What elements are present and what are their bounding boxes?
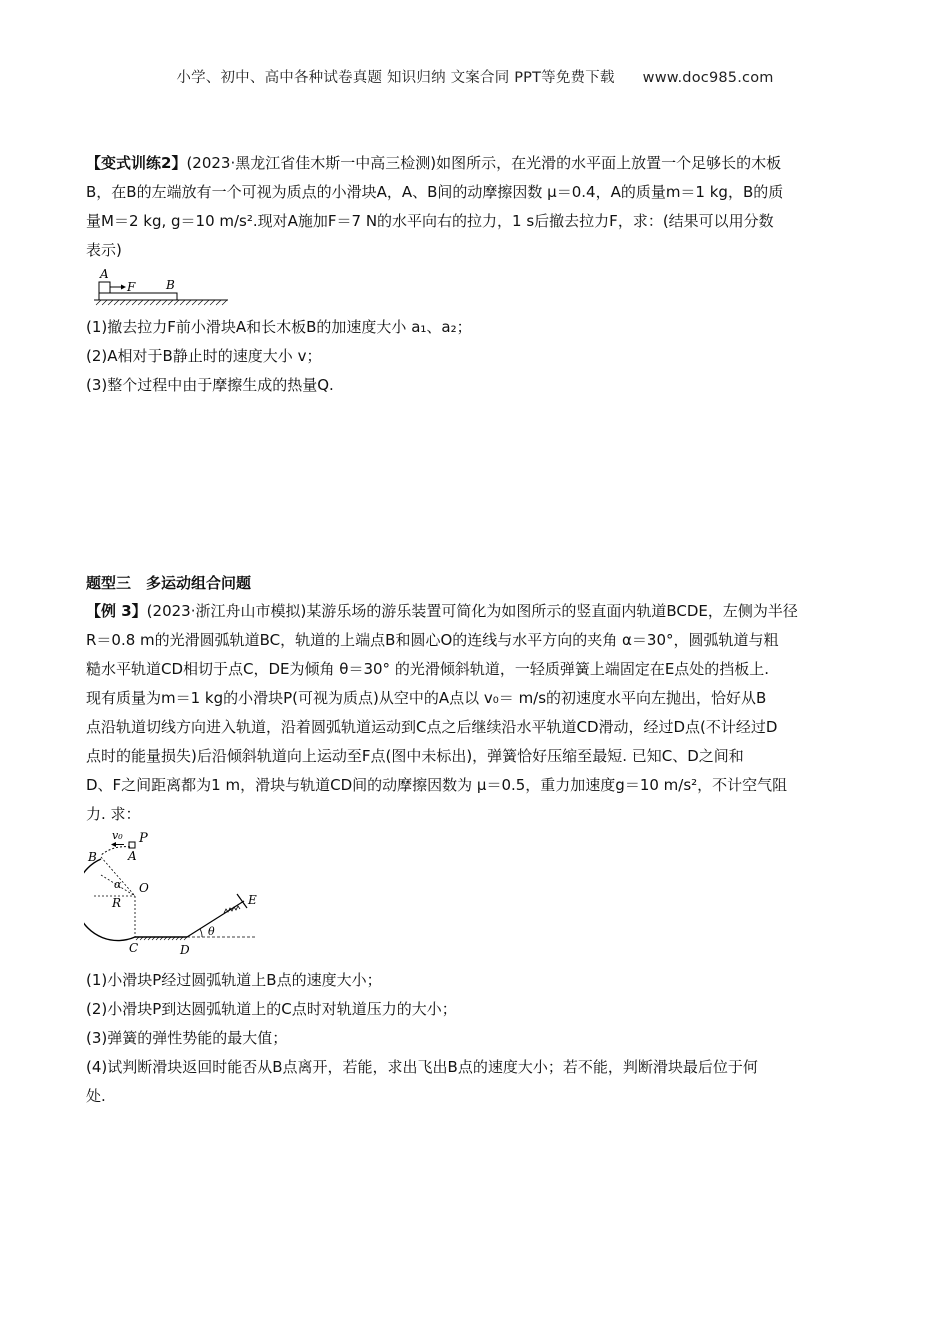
board-b xyxy=(99,293,177,300)
header-url[interactable]: www.doc985.com xyxy=(642,70,774,86)
section-title: 题型三 多运动组合问题 xyxy=(86,574,252,592)
fig2-label-c: C xyxy=(129,941,139,955)
fig1-label-a: A xyxy=(100,267,109,281)
exercise-line: (2023·黑龙江省佳木斯一中高三检测)如图所示，在光滑的水平面上放置一个足够长的木板 xyxy=(186,154,782,172)
stopper-plate xyxy=(237,894,247,908)
fig2-label-d: D xyxy=(180,943,190,957)
example-line: D、F之间距离都为1 m，滑块与轨道CD间的动摩擦因数为 μ＝0.5，重力加速度g＝10 m/s²，不计空气阻 xyxy=(86,776,788,794)
example-line: (2023·浙江舟山市模拟)某游乐场的游乐装置可简化为如图所示的竖直面内轨道BCDE，左侧为半径 xyxy=(146,602,798,620)
fig2-label-e: E xyxy=(248,893,257,907)
example-tag: 【例 3】 xyxy=(86,602,147,620)
fig2-label-o: O xyxy=(139,881,149,895)
exercise-line: 量M＝2 kg, g＝10 m/s².现对A施加F＝7 N的水平向右的拉力，1 s后撤去拉力F，求：(结果可以用分数 xyxy=(86,212,774,230)
question-item: (1)小滑块P经过圆弧轨道上B点的速度大小； xyxy=(86,971,382,989)
question-item: (2)A相对于B静止时的速度大小 v； xyxy=(86,347,322,365)
projectile-path xyxy=(101,847,130,855)
question-item: (3)弹簧的弹性势能的最大值； xyxy=(86,1029,288,1047)
ground-hatch xyxy=(96,300,227,305)
example-questions xyxy=(86,966,866,1111)
fig2-label-alpha: α xyxy=(114,878,122,891)
exercise-line: 表示) xyxy=(86,241,122,259)
example-line: R＝0.8 m的光滑圆弧轨道BC，轨道的上端点B和圆心O的连线与水平方向的夹角 α＝30°，圆弧轨道与粗 xyxy=(86,631,779,649)
question-item: (2)小滑块P到达圆弧轨道上的C点时对轨道压力的大小； xyxy=(86,1000,457,1018)
exercise-questions xyxy=(86,313,866,400)
example-line: 点时的能量损失)后沿倾斜轨道向上运动至F点(图中未标出)，弹簧恰好压缩至最短. 已知C、D之间和 xyxy=(86,747,744,765)
question-item: (3)整个过程中由于摩擦生成的热量Q. xyxy=(86,376,334,394)
exercise-tag: 【变式训练2】 xyxy=(86,154,187,172)
fig2-label-theta: θ xyxy=(208,925,215,938)
example-line: 糙水平轨道CD相切于点C，DE为倾角 θ＝30° 的光滑倾斜轨道，一轻质弹簧上端固定在E点处的挡板上. xyxy=(86,660,770,678)
question-item: 处. xyxy=(86,1087,106,1105)
track-figure xyxy=(84,825,264,960)
question-item: (4)试判断滑块返回时能否从B点离开，若能，求出飞出B点的速度大小；若不能，判断滑块最后位于何 xyxy=(86,1058,758,1076)
fig2-label-a: A xyxy=(128,849,137,863)
question-item: (1)撤去拉力F前小滑块A和长木板B的加速度大小 a₁、a₂； xyxy=(86,318,472,336)
exercise-paragraph xyxy=(86,149,866,265)
example-line: 现有质量为m＝1 kg的小滑块P(可视为质点)从空中的A点以 v₀＝ m/s的初速度水平向左抛出，恰好从B xyxy=(86,689,767,707)
fig2-label-p: P xyxy=(139,831,148,846)
arc-track-bc xyxy=(84,859,135,941)
example-line: 力. 求： xyxy=(86,805,141,823)
example-line: 点沿轨道切线方向进入轨道，沿着圆弧轨道运动到C点之后继续沿水平轨道CD滑动，经过D点(不计经过D xyxy=(86,718,778,736)
exercise-line: B，在B的左端放有一个可视为质点的小滑块A，A、B间的动摩擦因数 μ＝0.4，A的质量m＝1 kg，B的质 xyxy=(86,183,784,201)
fig1-label-f: F xyxy=(127,280,136,294)
incline-de xyxy=(187,901,244,937)
example-paragraph xyxy=(86,597,866,829)
fig2-label-v0: v₀ xyxy=(112,829,123,842)
header-text: 小学、初中、高中各种试卷真题 知识归纳 文案合同 PPT等免费下载 xyxy=(176,70,615,86)
fig2-label-b: B xyxy=(88,850,97,864)
board-block-figure xyxy=(94,265,234,310)
fig2-label-r: R xyxy=(112,896,122,910)
fig1-label-b: B xyxy=(166,278,175,292)
block-a xyxy=(99,282,110,293)
page-header xyxy=(0,66,950,87)
